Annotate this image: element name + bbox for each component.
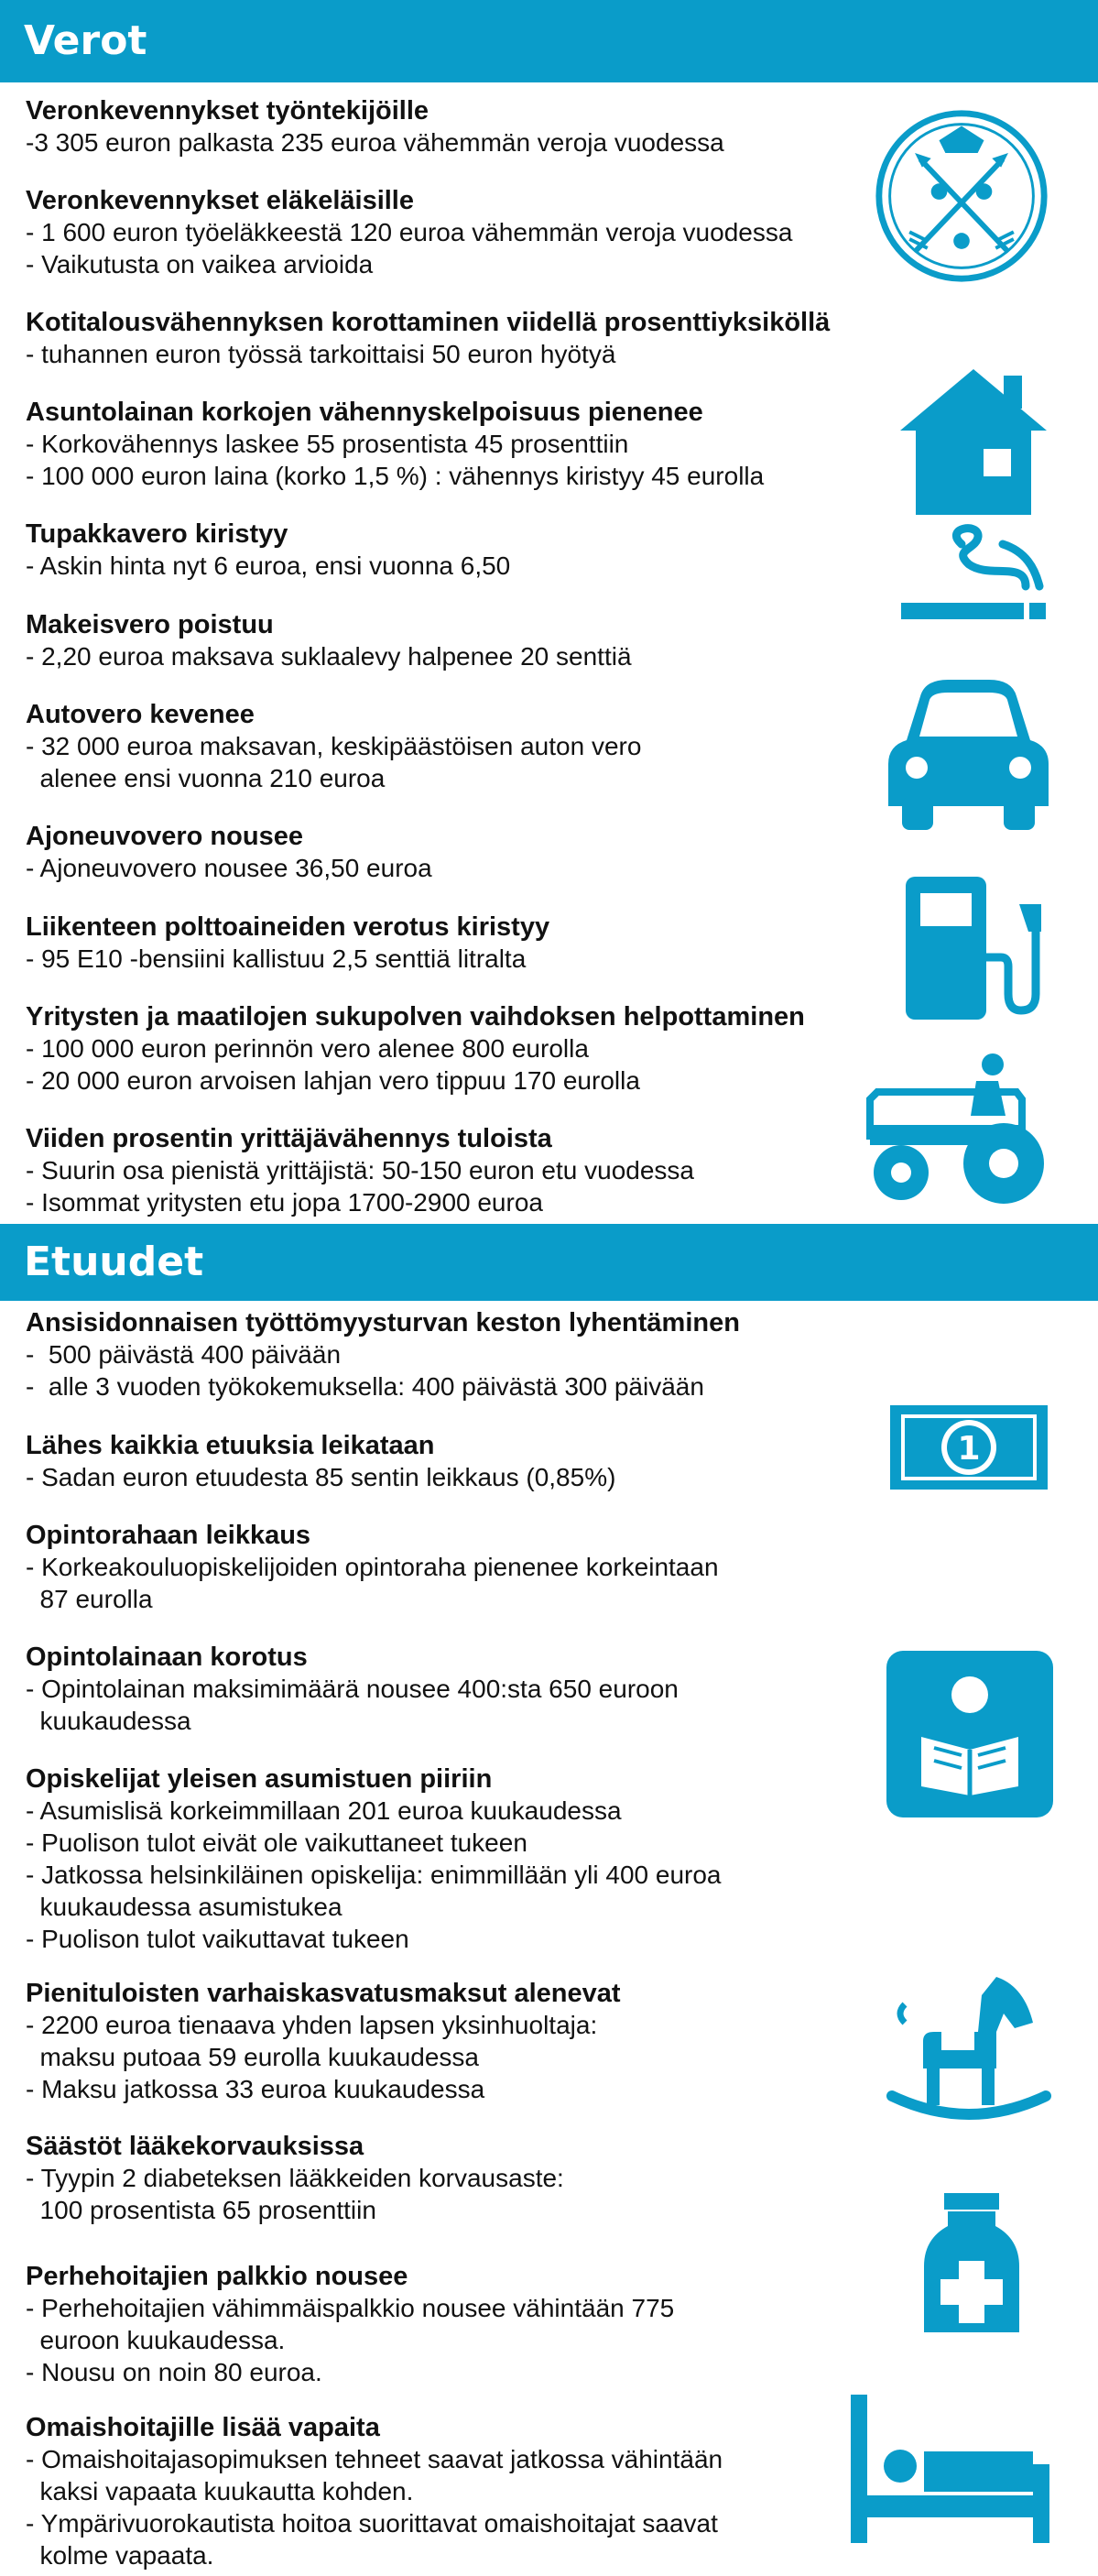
tax-item-fuel-tax: Liikenteen polttoaineiden verotus kiristyy - 95 E10 -bensiini kallistuu 2,5 senttiä litralta — [26, 912, 550, 973]
house-icon — [896, 365, 1051, 515]
tax-item-household-deduction: Kotitalousvähennyksen korottaminen viidellä prosenttiyksiköllä - tuhannen euron työssä tarkoittaisi 50 euron hyötyä — [26, 308, 831, 368]
benefit-item-study-loan: Opintolainaan korotus - Opintolainan maksimimäärä nousee 400:sta 650 euroon kuukaudessa — [26, 1643, 679, 1735]
tax-item-entrepreneur-deduction: Viiden prosentin yrittäjävähennys tuloista - Suurin osa pienistä yrittäjistä: 50-150 euron etu vuodessa - Isommat yritysten etu jopa 1700-2900 euroa — [26, 1124, 694, 1217]
tax-item-car-tax: Autovero kevenee - 32 000 euroa maksavan, keskipäästöisen auton vero alenee ensi vuonna 210 euroa — [26, 700, 642, 792]
fuel-pump-icon — [902, 875, 1049, 1021]
benefit-item-informal-caregivers: Omaishoitajille lisää vapaita - Omaishoitajasopimuksen tehneet saavat jatkossa vähintään kaksi vapaata kuukautta kohden. - Ympärivuorokautista hoitoa suorittavat omaishoitajat saavat kolme vapaata. — [26, 2413, 723, 2570]
benefit-item-cuts: Lähes kaikkia etuuksia leikataan - Sadan euron etuudesta 85 sentin leikkaus (0,85%) — [26, 1431, 616, 1491]
section-header-verot: Verot — [0, 0, 1098, 82]
tax-item-employees: Veronkevennykset työntekijöille -3 305 euron palkasta 235 euroa vähemmän veroja vuodessa — [26, 96, 724, 157]
benefit-item-early-education: Pienituloisten varhaiskasvatusmaksut alenevat - 2200 euroa tienaava yhden lapsen yksinhuoltaja: maksu putoaa 59 eurolla kuukaudessa - Maksu jatkossa 33 euroa kuukaudessa — [26, 1979, 621, 2103]
banknote-numeral: 1 — [957, 1430, 981, 1468]
banknote-icon — [886, 1402, 1051, 1493]
medicine-bottle-icon — [920, 2189, 1023, 2336]
reading-student-icon — [885, 1649, 1055, 1819]
tax-item-generational-change: Yritysten ja maatilojen sukupolven vaihdoksen helpottaminen - 100 000 euron perinnön vero alenee 800 eurolla - 20 000 euron arvoisen lahjan vero tippuu 170 eurolla — [26, 1002, 805, 1095]
bed-icon — [847, 2391, 1053, 2547]
cigarette-icon — [897, 518, 1049, 628]
tax-item-tobacco: Tupakkavero kiristyy - Askin hinta nyt 6 euroa, ensi vuonna 6,50 — [26, 519, 511, 580]
tax-item-vehicle-tax: Ajoneuvovero nousee - Ajoneuvovero nousee 36,50 euroa — [26, 822, 432, 882]
benefit-item-family-caregivers: Perhehoitajien palkkio nousee - Perhehoitajien vähimmäispalkkio nousee vähintään 775 euroon kuukaudessa. - Nousu on noin 80 euroa. — [26, 2262, 675, 2386]
car-icon — [884, 669, 1053, 834]
tax-item-confectionery: Makeisvero poistuu - 2,20 euroa maksava suklaalevy halpenee 20 senttiä — [26, 610, 632, 671]
section-header-etuudet: Etuudet — [0, 1224, 1098, 1301]
coat-of-arms-icon — [872, 106, 1051, 286]
tax-item-pensioners: Veronkevennykset eläkeläisille - 1 600 euron työeläkkeestä 120 euroa vähemmän veroja vuodessa - Vaikutusta on vaikea arvioida — [26, 186, 793, 278]
rocking-horse-icon — [886, 1968, 1051, 2133]
benefit-item-medicine-reimbursement: Säästöt lääkekorvauksissa - Tyypin 2 diabeteksen lääkkeiden korvausaste: 100 prosentista 65 prosenttiin — [26, 2132, 564, 2224]
tractor-icon — [861, 1044, 1053, 1209]
benefit-item-unemployment: Ansisidonnaisen työttömyysturvan keston lyhentäminen - 500 päivästä 400 päivään - alle 3 vuoden työkokemuksella: 400 päivästä 300 päivään — [26, 1308, 740, 1401]
benefit-item-housing-allowance: Opiskelijat yleisen asumistuen piiriin - Asumislisä korkeimmillaan 201 euroa kuukaudessa - Puolison tulot eivät ole vaikuttaneet tukeen - Jatkossa helsinkiläinen opiskelija: enimmillään yli 400 euroa kuukaudessa asumistukea - Puolison tulot vaikuttavat tukeen — [26, 1764, 722, 1953]
benefit-item-study-grant: Opintorahaan leikkaus - Korkeakouluopiskelijoiden opintoraha pienenee korkeintaan 87 eurolla — [26, 1521, 719, 1613]
tax-item-mortgage-interest: Asuntolainan korkojen vähennyskelpoisuus pienenee - Korkovähennys laskee 55 prosentista 45 prosenttiin - 100 000 euron laina (korko 1,5 %) : vähennys kiristyy 45 eurolla — [26, 398, 765, 490]
